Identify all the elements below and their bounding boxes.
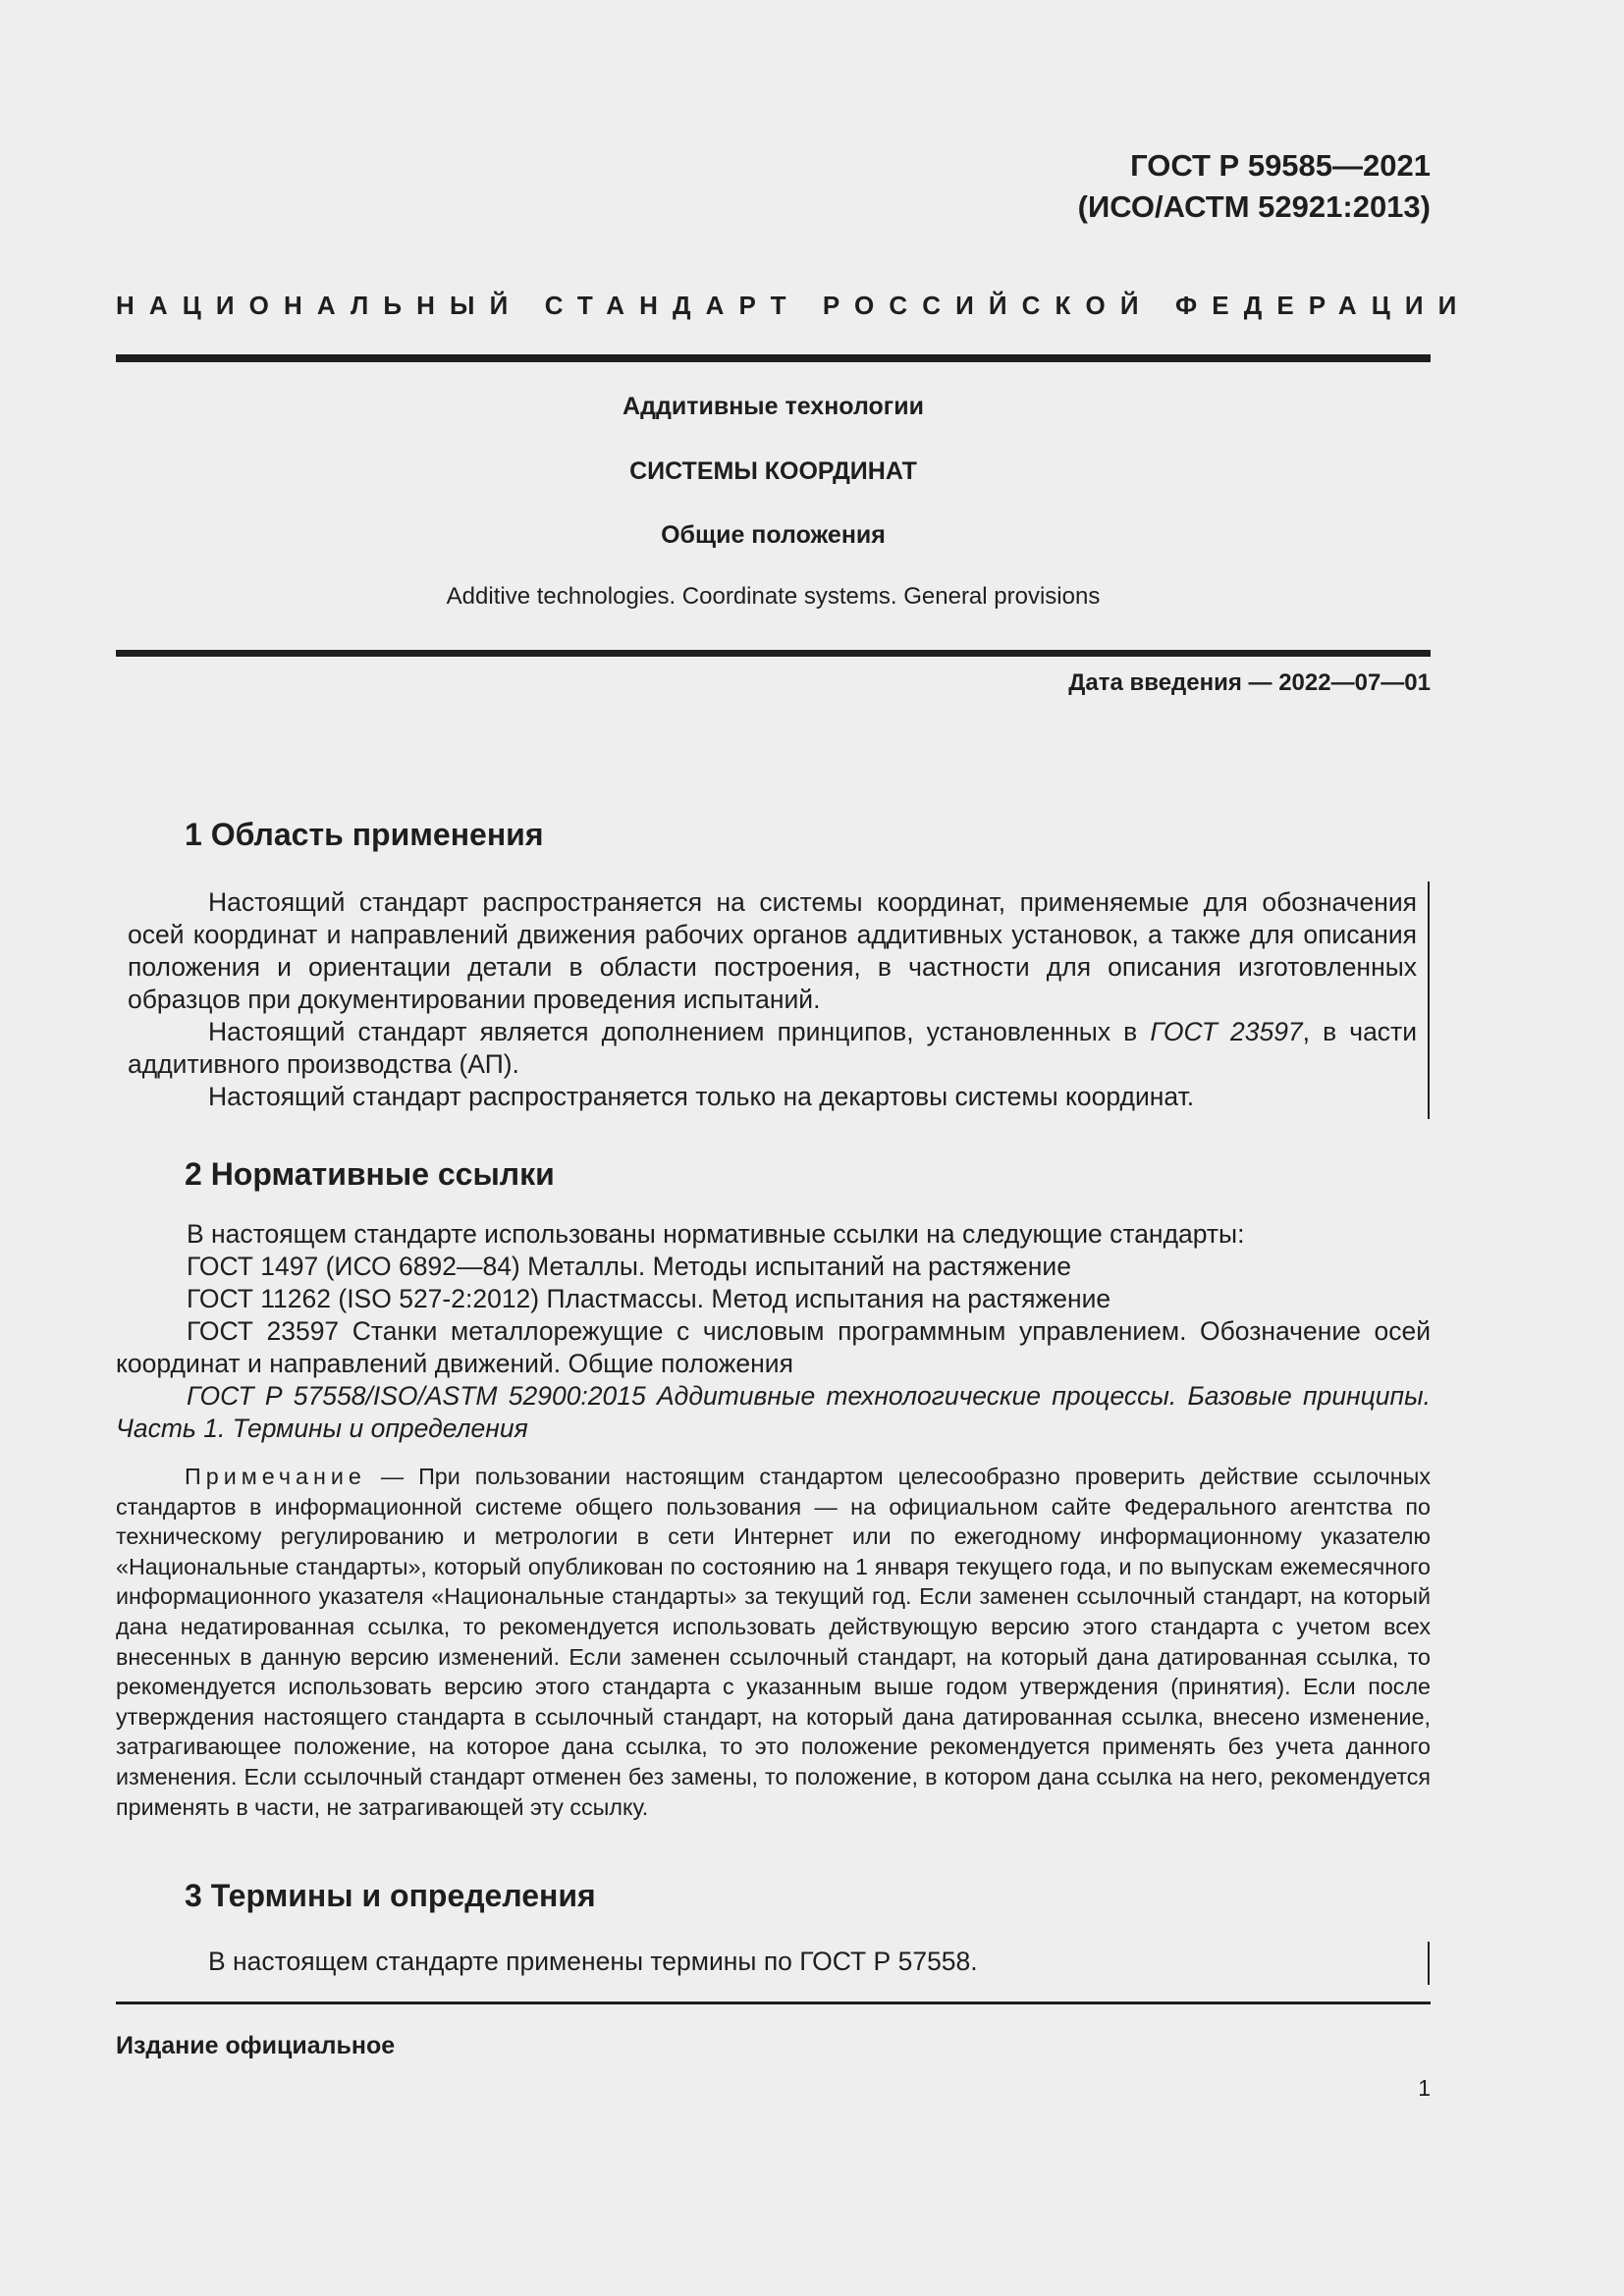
document-number: [982, 145, 1431, 228]
section-3-paragraph-1: В настоящем стандарте применены термины по ГОСТ Р 57558.: [208, 1947, 978, 1976]
reference-gost-11262: ГОСТ 11262 (ISO 527-2:2012) Пластмассы. Метод испытания на растяжение: [187, 1284, 1111, 1313]
reference-gost-23597: ГОСТ 23597 Станки металлорежущие с числовым программным управлением. Обозначение осей координат и направлений движений. Общие положения: [116, 1316, 1431, 1378]
section-1-paragraph-2: [128, 1016, 1417, 1081]
section-1-heading: 1 Область применения: [185, 817, 544, 852]
gost-23597-reference: ГОСТ 23597: [1150, 1017, 1303, 1046]
doc-number-line: ГОСТ Р 59585—2021: [1130, 148, 1431, 183]
change-bar-section-3: [1428, 1942, 1430, 1985]
section-2-body: [116, 1218, 1431, 1445]
title-divider: [116, 650, 1431, 657]
reference-gost-1497: ГОСТ 1497 (ИСО 6892—84) Металлы. Методы испытаний на растяжение: [187, 1252, 1071, 1281]
note-block: [116, 1462, 1431, 1822]
section-3-body: [128, 1946, 1417, 1978]
paragraph-2-tail: , в части аддитивного производства (АП).: [128, 1017, 1417, 1079]
footer-divider: [116, 2002, 1431, 2004]
reference-gost-r-57558: ГОСТ Р 57558/ISO/ASTM 52900:2015 Аддитивные технологические процессы. Базовые принципы. Часть 1. Термины и определения: [116, 1381, 1431, 1443]
title-english: Additive technologies. Coordinate systems. General provisions: [446, 583, 1101, 610]
official-edition-label: Издание официальное: [116, 2032, 396, 2059]
title-main: СИСТЕМЫ КООРДИНАТ: [629, 457, 917, 485]
references-intro: В настоящем стандарте использованы нормативные ссылки на следующие стандарты:: [187, 1219, 1245, 1249]
note-paragraph: [116, 1462, 1431, 1822]
section-3-heading: 3 Термины и определения: [185, 1878, 596, 1913]
section-2-heading: 2 Нормативные ссылки: [185, 1156, 555, 1192]
introduction-date: Дата введения — 2022—07—01: [1068, 669, 1431, 696]
change-bar-section-1: [1428, 881, 1430, 1119]
national-standard-banner: НАЦИОНАЛЬНЫЙ СТАНДАРТ РОССИЙСКОЙ ФЕДЕРАЦИИ: [116, 291, 1472, 320]
note-label: Примечание: [185, 1464, 366, 1489]
title-group: Аддитивные технологии: [623, 393, 924, 420]
paragraph-2-text: Настоящий стандарт является дополнением принципов, установленных в: [208, 1017, 1151, 1046]
doc-number-iso-line: (ИСО/АСТМ 52921:2013): [1077, 189, 1431, 224]
page-number: 1: [1418, 2075, 1431, 2101]
top-divider: [116, 354, 1431, 362]
title-sub: Общие положения: [661, 521, 886, 549]
section-1-paragraph-3: Настоящий стандарт распространяется только на декартовы системы координат.: [208, 1082, 1195, 1111]
note-text: — При пользовании настоящим стандартом целесообразно проверить действие ссылочных стандартов в информационной системе общего пользования — на официальном сайте Федерального агентства по техническому регулированию и метрологии в сети Интернет или по ежегодному информационному указателю «Национальные стандарты», который опубликован по состоянию на 1 января текущего года, и по выпускам ежемесячного информационного указателя «Национальные стандарты» за текущий год. Если заменен ссылочный стандарт, на который дана недатированная ссылка, то рекомендуется использовать действующую версию этого стандарта с учетом всех внесенных в данную версию изменений. Если заменен ссылочный стандарт, на который дана датированная ссылка, то рекомендуется использовать версию этого стандарта с указанным выше годом утверждения (принятия). Если после утверждения настоящего стандарта в ссылочный стандарт, на который дана датированная ссылка, внесено изменение, затрагивающее положение, на которое дана ссылка, то это положение рекомендуется применять без учета данного изменения. Если ссылочный стандарт отменен без замены, то положение, в котором дана ссылка на него, рекомендуется применять в части, не затрагивающей эту ссылку.: [116, 1464, 1431, 1820]
section-1-body: [128, 886, 1417, 1113]
section-1-paragraph-1: Настоящий стандарт распространяется на системы координат, применяемые для обозначения осей координат и направлений движения рабочих органов аддитивных установок, а также для описания положения и ориентации детали в области построения, в частности для описания изготовленных образцов при документировании проведения испытаний.: [128, 887, 1417, 1014]
